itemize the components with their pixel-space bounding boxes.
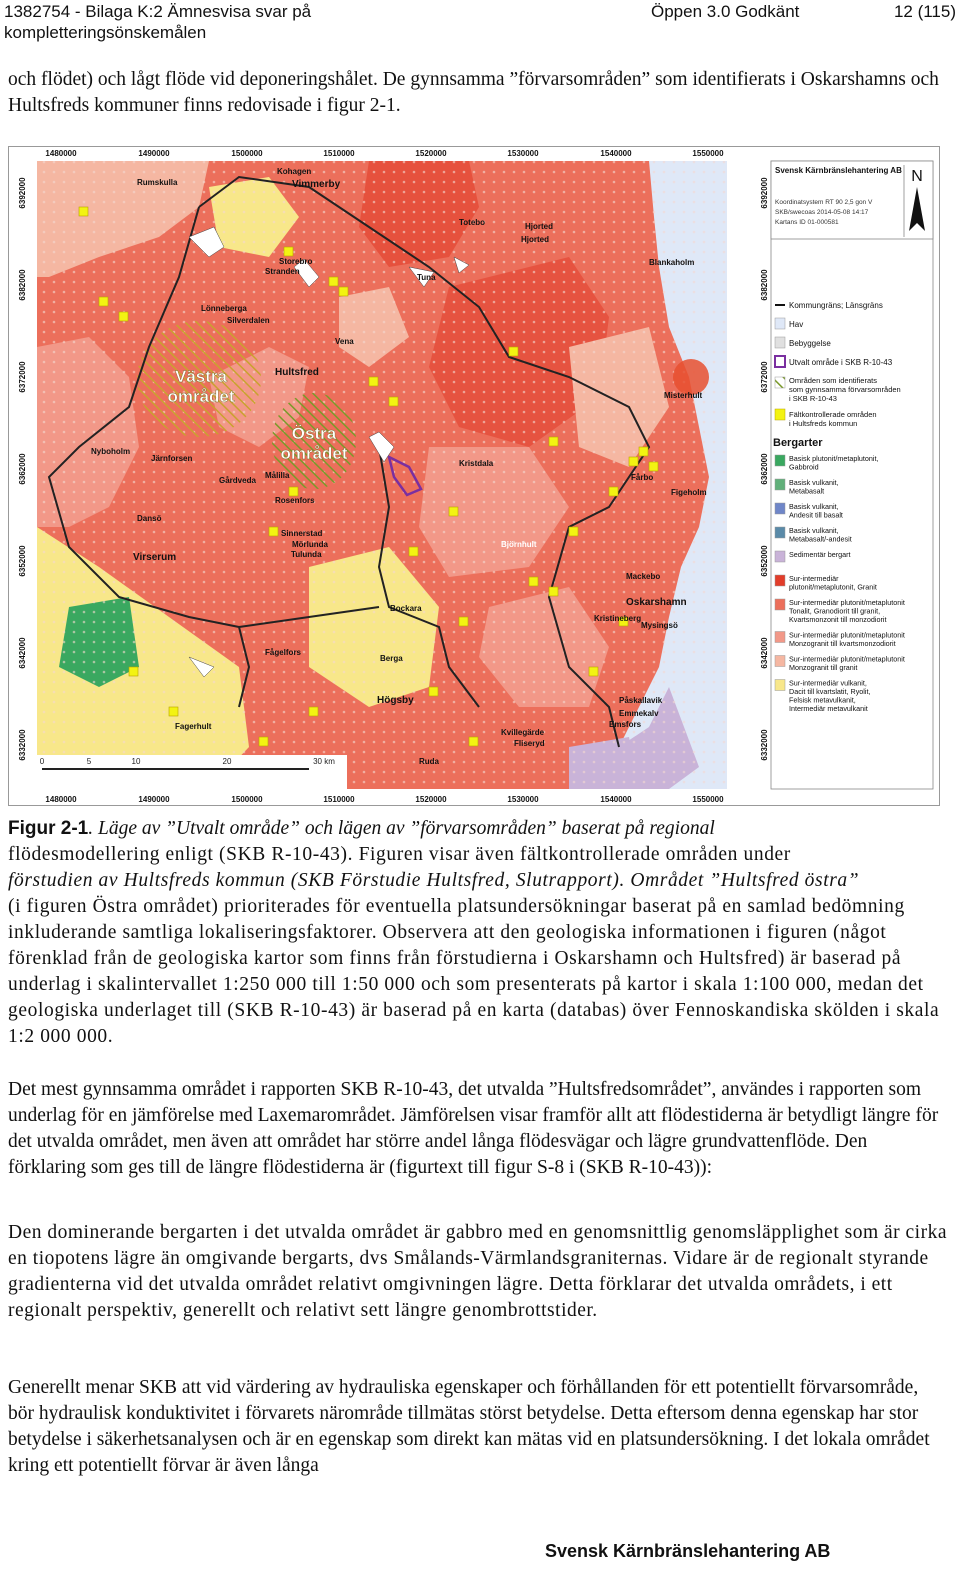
y-tick: 6392000 bbox=[760, 177, 769, 209]
legend-swatch bbox=[775, 551, 785, 562]
y-tick: 6382000 bbox=[760, 269, 769, 301]
page-number: 12 (115) bbox=[893, 2, 956, 21]
legend-item-label: Basisk vulkanit, bbox=[789, 502, 839, 511]
y-tick: 6332000 bbox=[18, 729, 27, 761]
x-tick: 1540000 bbox=[600, 149, 632, 158]
page-footer: Svensk Kärnbränslehantering AB bbox=[545, 1541, 831, 1561]
legend-item-label: plutonit/metaplutonit, Granit bbox=[789, 582, 877, 592]
figure-caption bbox=[8, 816, 948, 1050]
legend-item-label: Basisk vulkanit, bbox=[789, 478, 839, 487]
legend-meta: Kartans ID 01-000581 bbox=[775, 219, 839, 226]
legend-swatch bbox=[775, 632, 785, 643]
place-label: Hjorted bbox=[525, 222, 553, 231]
document-title: 1382754 - Bilaga K:2 Ämnesvisa svar på kompletteringsönskemålen bbox=[4, 2, 312, 42]
y-tick: 6372000 bbox=[760, 361, 769, 393]
legend-swatch bbox=[775, 599, 785, 610]
place-label: Emmekalv bbox=[619, 709, 659, 718]
ostra-label: Östra bbox=[291, 424, 337, 443]
caption-italic-1: . Läge av ”Utvalt område” och lägen av ”förvarsområden” baserat på regional bbox=[88, 818, 715, 839]
scale-tick-20: 20 bbox=[222, 757, 232, 766]
map-figure bbox=[8, 146, 940, 806]
place-label: Bockara bbox=[390, 604, 422, 613]
legend-hav: Hav bbox=[789, 320, 804, 329]
y-tick: 6362000 bbox=[18, 453, 27, 485]
caption-italic-2: förstudien av Hultsfreds kommun (SKB Förstudie Hultsfred, Slutrapport). Området ”Hultsfred östra” bbox=[8, 870, 860, 891]
x-tick: 1480000 bbox=[45, 795, 77, 804]
y-tick: 6342000 bbox=[18, 637, 27, 669]
place-label: Tuna bbox=[417, 273, 436, 282]
geological-map bbox=[9, 147, 939, 805]
body-paragraph-2: Det mest gynnsamma området i rapporten SKB R-10-43, det utvalda ”Hultsfredsområdet”, användes i rapporten som underlag för en jämförelse med Laxemarområdet. Jämförelsen visar framför allt att flödestiderna är betydligt längre för det utvalda området, men även att området har större andel långa flödesvägar och lägre grundvattenflöde. Den förklaring som ges till de längre flödestiderna är (figurtext till figur S-8 i (SKB R-10-43)): bbox=[8, 1079, 939, 1178]
x-tick: 1480000 bbox=[45, 149, 77, 158]
legend-item-label: Sur-intermediär plutonit/metaplutonit bbox=[789, 654, 905, 664]
y-tick: 6392000 bbox=[18, 177, 27, 209]
x-tick: 1550000 bbox=[692, 795, 724, 804]
place-label: Hjorted bbox=[521, 235, 549, 244]
document-status: Öppen 3.0 Godkänt bbox=[651, 2, 800, 21]
place-label: Rosenfors bbox=[275, 496, 315, 505]
place-label: Sinnerstad bbox=[281, 529, 323, 538]
place-label: Stranden bbox=[265, 267, 300, 276]
place-label: Berga bbox=[380, 654, 403, 663]
y-tick: 6352000 bbox=[760, 545, 769, 577]
legend-swatch bbox=[775, 575, 785, 586]
quoted-figure-text: Den dominerande bergarten i det utvalda området är gabbro med en genomsnittlig genomsläpplighet som är cirka en tiopotens lägre än omgivande bergarts, dvs Smålands-Värmlandsgraniternas. Vidare är de regionalt styrande gradienterna vid det utvalda området relativt omgivningen lägre. Detta förklarar det utvalda områdets, i ett regionalt perspektiv, generellt och relativt sett längre genombrottstider. bbox=[8, 1222, 947, 1321]
legend-item-label: Monzogranit till granit bbox=[789, 663, 858, 672]
scale-tick-10: 10 bbox=[131, 757, 141, 766]
place-label: Björnhult bbox=[501, 540, 537, 549]
x-tick: 1520000 bbox=[415, 795, 447, 804]
legend-item-label: Sur-intermediär vulkanit, bbox=[789, 678, 867, 688]
y-tick: 6382000 bbox=[18, 269, 27, 301]
place-label: Virserum bbox=[133, 552, 177, 563]
x-tick: 1550000 bbox=[692, 149, 724, 158]
legend-bebyggelse: Bebyggelse bbox=[789, 339, 831, 348]
place-label: Totebo bbox=[459, 218, 486, 227]
legend-item-label: Sedimentär bergart bbox=[789, 550, 851, 559]
place-label: Rumskulla bbox=[137, 178, 178, 187]
legend-item-label: Metabasalt/-andesit bbox=[789, 534, 852, 544]
x-tick: 1530000 bbox=[507, 149, 539, 158]
legend-faltkontroll: Fältkontrollerade områden bbox=[789, 410, 877, 419]
map-legend bbox=[771, 161, 933, 789]
place-label: Misterhult bbox=[664, 391, 703, 400]
legend-omraden: Områden som identifierats bbox=[789, 376, 877, 385]
scale-tick-30: 30 km bbox=[313, 757, 335, 766]
caption-text-1: flödesmodellering enligt (SKB R-10-43). Figuren visar även fältkontrollerade områden under bbox=[8, 844, 791, 865]
legend-item-label: Tonalit, Granodiorit till granit, bbox=[789, 606, 881, 616]
place-label: Kristineberg bbox=[594, 614, 642, 623]
legend-meta: Koordinatsystem RT 90 2,5 gon V bbox=[775, 199, 873, 206]
y-tick: 6332000 bbox=[760, 729, 769, 761]
place-label: Mackebo bbox=[626, 572, 661, 581]
x-tick: 1510000 bbox=[323, 795, 355, 804]
legend-item-label: Kvartsmonzonit till monzodiorit bbox=[789, 615, 887, 624]
legend-kommungrans: Kommungräns; Länsgräns bbox=[789, 301, 883, 310]
caption-text-2: (i figuren Östra området) prioriterades för eventuella platsundersökningar baserat på en samlad bedömning inkluderande samtliga lokaliseringsfaktorer. Observera att den geologiska informationen i figuren (något förenklad från de geologiska kartor som finns från förstudierna i Oskarshamn och Hultsfred) är baserad på underlag i skalintervallet 1:250 000 till 1:50 000 och som presenterats på kartor i skala 1:100 000, medan det geologiska underlaget till (SKB R-10-43) är baserad på en karta (databas) över Fennoskandiska skölden i skala 1:2 000 000. bbox=[8, 896, 940, 1047]
place-label: Fagerhult bbox=[175, 722, 212, 731]
scale-tick-5: 5 bbox=[86, 757, 92, 766]
place-label: Fårbo bbox=[631, 473, 654, 482]
x-tick: 1500000 bbox=[231, 149, 263, 158]
legend-bergarter-title: Bergarter bbox=[773, 437, 823, 449]
body-paragraph-3: Generellt menar SKB att vid värdering av hydrauliska egenskaper och förhållanden för ett potentiellt förvarsområde, bör hydraulisk konduktivitet i förvarets närområde tillmätas störst betydelse. Detta eftersom denna egenskap har stor betydelse i säkerhetsanalysen och är en egenskap som direkt kan mätas vid en platsundersökning. I det lokala området kring ett potentiellt förvar är även långa bbox=[8, 1377, 930, 1476]
legend-swatch bbox=[775, 656, 785, 667]
intro-paragraph: och flödet) och lågt flöde vid deponeringshålet. De gynnsamma ”förvarsområden” som identifierats i Oskarshamns och Hultsfreds kommuner finns redovisade i figur 2-1. bbox=[8, 69, 939, 116]
x-tick: 1530000 bbox=[507, 795, 539, 804]
place-label: Kvillegärde bbox=[501, 728, 545, 737]
y-tick: 6372000 bbox=[18, 361, 27, 393]
place-label: Järnforsen bbox=[151, 454, 193, 463]
caption-lead: Figur 2-1 bbox=[8, 818, 89, 839]
place-label: Hultsfred bbox=[275, 367, 319, 378]
north-arrow-label: N bbox=[911, 168, 923, 185]
legend-item-label: Felsisk metavulkanit, bbox=[789, 695, 856, 705]
place-label: Tulunda bbox=[291, 550, 322, 559]
x-tick: 1540000 bbox=[600, 795, 632, 804]
legend-omraden: som gynnsamma förvarsområden bbox=[789, 385, 901, 394]
x-tick: 1520000 bbox=[415, 149, 447, 158]
map-canvas bbox=[37, 161, 727, 789]
legend-item-label: Gabbroid bbox=[789, 462, 819, 472]
legend-item-label: Metabasalt bbox=[789, 486, 825, 496]
place-label: Emsfors bbox=[609, 720, 642, 729]
place-label: Mysingsö bbox=[641, 621, 678, 630]
place-label: Påskallavik bbox=[619, 696, 663, 705]
place-label: Vimmerby bbox=[292, 179, 341, 190]
place-label: Ruda bbox=[419, 757, 439, 766]
legend-swatch bbox=[775, 680, 785, 691]
legend-item-label: Monzogranit till kvartsmonzodiorit bbox=[789, 639, 896, 648]
place-label: Vena bbox=[335, 337, 354, 346]
legend-swatch bbox=[775, 479, 785, 490]
legend-item-label: Andesit till basalt bbox=[789, 510, 843, 520]
legend-company: Svensk Kärnbränslehantering AB bbox=[775, 166, 902, 175]
legend-swatch bbox=[775, 503, 785, 514]
y-tick: 6342000 bbox=[760, 637, 769, 669]
legend-swatch bbox=[775, 455, 785, 466]
legend-item-label: Basisk plutonit/metaplutonit, bbox=[789, 454, 879, 463]
place-label: Lönneberga bbox=[201, 304, 247, 313]
legend-item-label: Sur-intermediär plutonit/metaplutonit bbox=[789, 630, 905, 640]
place-label: Nyboholm bbox=[91, 447, 131, 456]
legend-faltkontroll: i Hultsfreds kommun bbox=[789, 419, 858, 428]
page-header bbox=[0, 0, 960, 44]
y-tick: 6362000 bbox=[760, 453, 769, 485]
vastra-label-2: området bbox=[167, 387, 235, 406]
place-label: Kristdala bbox=[459, 459, 494, 468]
vastra-label: Västra bbox=[175, 367, 227, 386]
x-tick: 1500000 bbox=[231, 795, 263, 804]
legend-item-label: Sur-intermediär bbox=[789, 574, 839, 583]
legend-item-label: Basisk vulkanit, bbox=[789, 526, 839, 535]
place-label: Gårdveda bbox=[219, 476, 256, 485]
x-tick: 1490000 bbox=[138, 795, 170, 804]
x-tick: 1510000 bbox=[323, 149, 355, 158]
legend-utvalt: Utvalt område i SKB R-10-43 bbox=[789, 358, 893, 367]
legend-item-label: Sur-intermediär plutonit/metaplutonit bbox=[789, 598, 905, 607]
place-label: Oskarshamn bbox=[626, 597, 687, 608]
y-tick: 6352000 bbox=[18, 545, 27, 577]
place-label: Fågelfors bbox=[265, 648, 302, 657]
legend-omraden: i SKB R-10-43 bbox=[789, 394, 837, 403]
legend-meta: SKB/swecoas 2014-05-08 14:17 bbox=[775, 209, 869, 216]
scale-tick-0: 0 bbox=[39, 757, 45, 766]
place-label: Blankaholm bbox=[649, 258, 695, 267]
place-label: Dansö bbox=[137, 514, 162, 523]
x-tick: 1490000 bbox=[138, 149, 170, 158]
place-label: Högsby bbox=[377, 695, 414, 706]
place-label: Figeholm bbox=[671, 488, 707, 497]
place-label: Målilla bbox=[265, 471, 290, 480]
place-label: Kohagen bbox=[277, 167, 312, 176]
legend-swatch bbox=[775, 527, 785, 538]
ostra-label-2: området bbox=[280, 444, 348, 463]
legend-item-label: Dacit till kvartslatit, Ryolit, bbox=[789, 687, 871, 696]
place-label: Mörlunda bbox=[292, 540, 328, 549]
place-label: Silverdalen bbox=[227, 316, 270, 325]
legend-item-label: Intermediär metavulkanit bbox=[789, 704, 868, 713]
place-label: Fliseryd bbox=[514, 739, 545, 748]
place-label: Storebro bbox=[279, 257, 313, 266]
